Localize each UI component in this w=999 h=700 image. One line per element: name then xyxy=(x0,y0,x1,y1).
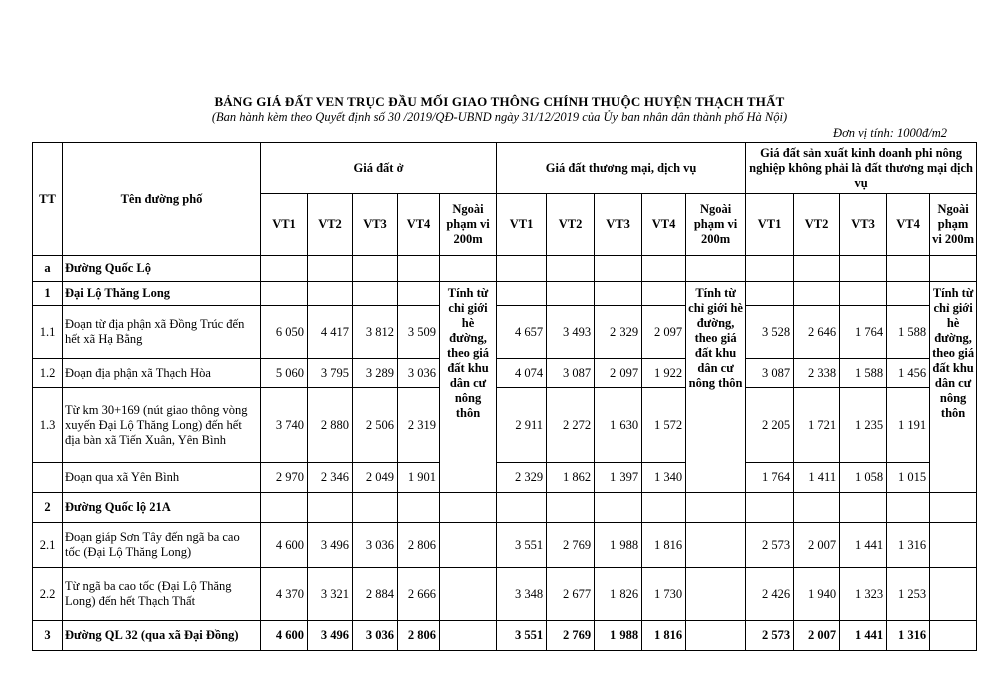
price-cell: 1 922 xyxy=(642,359,686,388)
price-cell xyxy=(497,282,547,306)
price-cell: 1 340 xyxy=(642,463,686,493)
row-tt: 2.2 xyxy=(33,568,63,621)
outside-200m-cell xyxy=(686,256,746,282)
price-cell xyxy=(398,282,440,306)
price-cell: 3 289 xyxy=(353,359,398,388)
table-row xyxy=(33,463,977,493)
land-price-table xyxy=(32,142,977,651)
price-cell: 3 087 xyxy=(746,359,794,388)
price-cell xyxy=(497,493,547,523)
price-cell: 2 007 xyxy=(794,523,840,568)
outside-200m-note: Tính từ chỉ giới hè đường, theo giá đất khu dân cư nông thôn xyxy=(930,282,977,493)
table-row xyxy=(33,568,977,621)
price-cell xyxy=(308,493,353,523)
header-tt: TT xyxy=(33,143,63,256)
price-cell xyxy=(353,282,398,306)
outside-200m-cell xyxy=(930,621,977,651)
price-cell: 3 321 xyxy=(308,568,353,621)
row-tt: 2.1 xyxy=(33,523,63,568)
outside-200m-cell xyxy=(686,568,746,621)
price-cell xyxy=(887,493,930,523)
row-street-name: Đoạn giáp Sơn Tây đến ngã ba cao tốc (Đại Lộ Thăng Long) xyxy=(63,523,261,568)
table-row xyxy=(33,306,977,359)
price-cell xyxy=(547,282,595,306)
unit-label: Đơn vị tính: 1000đ/m2 xyxy=(833,126,947,140)
price-cell: 4 074 xyxy=(497,359,547,388)
header-vt1: VT1 xyxy=(261,194,308,256)
price-cell: 1 816 xyxy=(642,621,686,651)
price-cell xyxy=(642,256,686,282)
price-cell: 2 911 xyxy=(497,388,547,463)
price-cell: 2 880 xyxy=(308,388,353,463)
price-cell: 2 677 xyxy=(547,568,595,621)
price-cell xyxy=(840,493,887,523)
price-cell: 1 411 xyxy=(794,463,840,493)
price-cell: 3 795 xyxy=(308,359,353,388)
price-cell xyxy=(794,256,840,282)
header-vt1: VT1 xyxy=(746,194,794,256)
header-outside-200m: Ngoài phạm vi 200m xyxy=(930,194,977,256)
price-cell: 2 338 xyxy=(794,359,840,388)
row-tt: 1 xyxy=(33,282,63,306)
row-street-name: Đại Lộ Thăng Long xyxy=(63,282,261,306)
header-group-nonagri: Giá đất sản xuất kinh doanh phi nông nghiệp không phải là đất thương mại dịch vụ xyxy=(746,143,977,194)
price-cell: 1 397 xyxy=(595,463,642,493)
price-cell: 1 253 xyxy=(887,568,930,621)
price-cell: 4 600 xyxy=(261,621,308,651)
row-tt: 2 xyxy=(33,493,63,523)
price-cell xyxy=(308,282,353,306)
outside-200m-cell xyxy=(440,568,497,621)
price-cell: 1 588 xyxy=(840,359,887,388)
header-outside-200m: Ngoài phạm vi 200m xyxy=(686,194,746,256)
price-cell xyxy=(746,256,794,282)
document-subtitle: (Ban hành kèm theo Quyết định số 30 /2019/QĐ-UBND ngày 31/12/2019 của Ủy ban nhân dân thành phố Hà Nội) xyxy=(211,110,788,124)
price-cell: 1 441 xyxy=(840,621,887,651)
outside-200m-cell xyxy=(440,493,497,523)
price-cell: 2 506 xyxy=(353,388,398,463)
row-street-name: Từ km 30+169 (nút giao thông vòng xuyến Đại Lộ Thăng Long) đến hết địa bàn xã Tiến Xuân, Yên Bình xyxy=(63,388,261,463)
price-cell: 3 740 xyxy=(261,388,308,463)
header-street-name: Tên đường phố xyxy=(63,143,261,256)
price-cell xyxy=(547,256,595,282)
price-cell xyxy=(887,282,930,306)
price-cell xyxy=(840,282,887,306)
price-cell: 1 235 xyxy=(840,388,887,463)
row-street-name: Từ ngã ba cao tốc (Đại Lộ Thăng Long) đến hết Thạch Thất xyxy=(63,568,261,621)
row-street-name: Đường Quốc lộ 21A xyxy=(63,493,261,523)
price-cell: 1 721 xyxy=(794,388,840,463)
price-cell xyxy=(642,493,686,523)
price-cell: 1 316 xyxy=(887,621,930,651)
price-cell: 6 050 xyxy=(261,306,308,359)
price-cell xyxy=(887,256,930,282)
price-cell: 3 496 xyxy=(308,523,353,568)
price-cell: 1 764 xyxy=(746,463,794,493)
price-cell: 1 901 xyxy=(398,463,440,493)
header-outside-200m: Ngoài phạm vi 200m xyxy=(440,194,497,256)
document-title: BẢNG GIÁ ĐẤT VEN TRỤC ĐẦU MỐI GIAO THÔNG CHÍNH THUỘC HUYỆN THẠCH THẤT xyxy=(214,94,785,109)
price-cell: 2 319 xyxy=(398,388,440,463)
price-cell: 1 816 xyxy=(642,523,686,568)
price-cell xyxy=(595,256,642,282)
price-cell: 1 323 xyxy=(840,568,887,621)
price-cell: 1 316 xyxy=(887,523,930,568)
price-cell xyxy=(308,256,353,282)
row-street-name: Đoạn địa phận xã Thạch Hòa xyxy=(63,359,261,388)
outside-200m-note: Tính từ chỉ giới hè đường, theo giá đất khu dân cư nông thôn xyxy=(440,282,497,493)
price-cell: 3 348 xyxy=(497,568,547,621)
price-cell: 1 588 xyxy=(887,306,930,359)
price-cell: 3 036 xyxy=(353,621,398,651)
price-cell: 2 097 xyxy=(642,306,686,359)
table-row xyxy=(33,621,977,651)
price-cell: 3 509 xyxy=(398,306,440,359)
outside-200m-cell xyxy=(440,621,497,651)
header-vt4: VT4 xyxy=(642,194,686,256)
price-cell: 2 884 xyxy=(353,568,398,621)
price-cell: 1 456 xyxy=(887,359,930,388)
price-cell xyxy=(642,282,686,306)
price-cell: 1 940 xyxy=(794,568,840,621)
header-vt1: VT1 xyxy=(497,194,547,256)
price-cell: 2 666 xyxy=(398,568,440,621)
price-cell: 1 191 xyxy=(887,388,930,463)
header-vt3: VT3 xyxy=(353,194,398,256)
row-street-name: Đường QL 32 (qua xã Đại Đồng) xyxy=(63,621,261,651)
header-vt2: VT2 xyxy=(547,194,595,256)
outside-200m-cell xyxy=(930,493,977,523)
outside-200m-cell xyxy=(686,523,746,568)
price-cell: 3 493 xyxy=(547,306,595,359)
row-tt: 3 xyxy=(33,621,63,651)
price-cell xyxy=(261,282,308,306)
row-tt: 1.3 xyxy=(33,388,63,463)
row-tt: 1.2 xyxy=(33,359,63,388)
price-cell: 2 573 xyxy=(746,621,794,651)
header-vt2: VT2 xyxy=(308,194,353,256)
header-group-commercial: Giá đất thương mại, dịch vụ xyxy=(497,143,746,194)
price-cell: 2 329 xyxy=(497,463,547,493)
table-row xyxy=(33,523,977,568)
header-vt3: VT3 xyxy=(840,194,887,256)
price-cell: 3 087 xyxy=(547,359,595,388)
table-row xyxy=(33,282,977,306)
outside-200m-cell xyxy=(686,493,746,523)
price-cell: 5 060 xyxy=(261,359,308,388)
price-cell: 1 826 xyxy=(595,568,642,621)
price-cell: 3 036 xyxy=(398,359,440,388)
outside-200m-note: Tính từ chỉ giới hè đường, theo giá đất khu dân cư nông thôn xyxy=(686,282,746,493)
price-cell xyxy=(840,256,887,282)
price-cell: 2 646 xyxy=(794,306,840,359)
outside-200m-cell xyxy=(440,523,497,568)
price-cell: 2 970 xyxy=(261,463,308,493)
price-cell: 2 769 xyxy=(547,621,595,651)
price-cell xyxy=(547,493,595,523)
outside-200m-cell xyxy=(930,523,977,568)
table-row xyxy=(33,359,977,388)
price-cell: 2 806 xyxy=(398,523,440,568)
price-cell xyxy=(794,282,840,306)
table-row xyxy=(33,256,977,282)
header-vt4: VT4 xyxy=(887,194,930,256)
price-cell: 2 426 xyxy=(746,568,794,621)
price-cell xyxy=(595,282,642,306)
price-cell xyxy=(746,282,794,306)
outside-200m-cell xyxy=(686,621,746,651)
price-cell xyxy=(794,493,840,523)
header-vt3: VT3 xyxy=(595,194,642,256)
price-cell: 3 551 xyxy=(497,621,547,651)
price-cell: 2 205 xyxy=(746,388,794,463)
price-cell: 1 572 xyxy=(642,388,686,463)
price-cell: 1 630 xyxy=(595,388,642,463)
price-cell: 2 806 xyxy=(398,621,440,651)
header-group-residential: Giá đất ở xyxy=(261,143,497,194)
price-cell xyxy=(595,493,642,523)
price-cell: 2 272 xyxy=(547,388,595,463)
price-cell xyxy=(497,256,547,282)
price-cell: 3 812 xyxy=(353,306,398,359)
row-tt: 1.1 xyxy=(33,306,63,359)
price-cell: 1 862 xyxy=(547,463,595,493)
outside-200m-cell xyxy=(440,256,497,282)
price-cell: 3 496 xyxy=(308,621,353,651)
price-cell: 4 657 xyxy=(497,306,547,359)
price-cell: 4 370 xyxy=(261,568,308,621)
price-cell xyxy=(353,256,398,282)
price-cell: 2 097 xyxy=(595,359,642,388)
table-row xyxy=(33,493,977,523)
price-cell: 1 441 xyxy=(840,523,887,568)
outside-200m-cell xyxy=(930,256,977,282)
price-cell: 3 036 xyxy=(353,523,398,568)
price-cell: 2 769 xyxy=(547,523,595,568)
row-street-name: Đoạn từ địa phận xã Đồng Trúc đến hết xã Hạ Bằng xyxy=(63,306,261,359)
row-tt: a xyxy=(33,256,63,282)
price-cell xyxy=(398,256,440,282)
price-cell: 2 007 xyxy=(794,621,840,651)
row-street-name: Đường Quốc Lộ xyxy=(63,256,261,282)
price-cell xyxy=(261,493,308,523)
price-cell: 1 988 xyxy=(595,523,642,568)
price-cell: 3 528 xyxy=(746,306,794,359)
price-cell: 1 058 xyxy=(840,463,887,493)
row-street-name: Đoạn qua xã Yên Bình xyxy=(63,463,261,493)
price-cell: 4 417 xyxy=(308,306,353,359)
outside-200m-cell xyxy=(930,568,977,621)
price-cell: 2 346 xyxy=(308,463,353,493)
price-cell: 1 015 xyxy=(887,463,930,493)
header-vt4: VT4 xyxy=(398,194,440,256)
price-cell: 2 329 xyxy=(595,306,642,359)
price-cell: 3 551 xyxy=(497,523,547,568)
price-cell: 1 988 xyxy=(595,621,642,651)
price-cell xyxy=(746,493,794,523)
row-tt xyxy=(33,463,63,493)
header-vt2: VT2 xyxy=(794,194,840,256)
price-cell: 2 573 xyxy=(746,523,794,568)
price-cell: 1 730 xyxy=(642,568,686,621)
price-cell xyxy=(398,493,440,523)
price-cell xyxy=(353,493,398,523)
price-cell: 4 600 xyxy=(261,523,308,568)
price-cell xyxy=(261,256,308,282)
table-row xyxy=(33,388,977,463)
price-cell: 2 049 xyxy=(353,463,398,493)
price-cell: 1 764 xyxy=(840,306,887,359)
